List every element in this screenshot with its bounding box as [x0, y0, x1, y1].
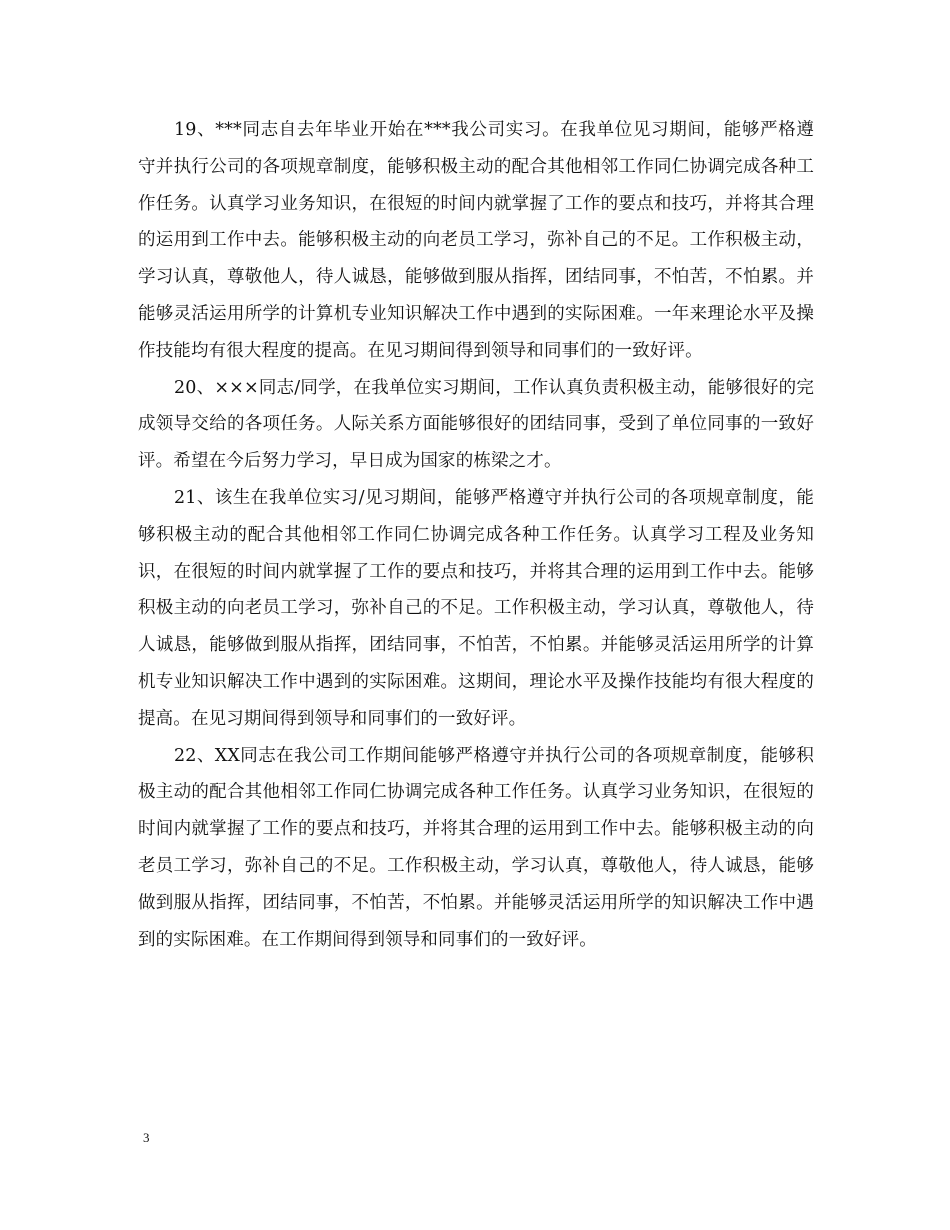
- paragraph-22: 22、XX同志在我公司工作期间能够严格遵守并执行公司的各项规章制度，能够积极主动的配合其他相邻工作同仁协调完成各种工作任务。认真学习业务知识，在很短的时间内就掌握了工作的要点和技巧，并将其合理的运用到工作中去。能够积极主动的向老员工学习，弥补自己的不足。工作积极主动，学习认真，尊敬他人，待人诚恳，能够做到服从指挥，团结同事，不怕苦，不怕累。并能够灵活运用所学的知识解决工作中遇到的实际困难。在工作期间得到领导和同事们的一致好评。: [138, 745, 814, 950]
- document-body: [138, 112, 814, 958]
- paragraph-20: 20、×××同志/同学，在我单位实习期间，工作认真负责积极主动，能够很好的完成领导交给的各项任务。人际关系方面能够很好的团结同事，受到了单位同事的一致好评。希望在今后努力学习，早日成为国家的栋梁之才。: [138, 377, 814, 472]
- paragraph-19: 19、***同志自去年毕业开始在***我公司实习。在我单位见习期间，能够严格遵守并执行公司的各项规章制度，能够积极主动的配合其他相邻工作同仁协调完成各种工作任务。认真学习业务知识，在很短的时间内就掌握了工作的要点和技巧，并将其合理的运用到工作中去。能够积极主动的向老员工学习，弥补自己的不足。工作积极主动，学习认真，尊敬他人，待人诚恳，能够做到服从指挥，团结同事，不怕苦，不怕累。并能够灵活运用所学的计算机专业知识解决工作中遇到的实际困难。一年来理论水平及操作技能均有很大程度的提高。在见习期间得到领导和同事们的一致好评。: [138, 120, 814, 361]
- paragraph-21: 21、该生在我单位实习/见习期间，能够严格遵守并执行公司的各项规章制度，能够积极主动的配合其他相邻工作同仁协调完成各种工作任务。认真学习工程及业务知识，在很短的时间内就掌握了工作的要点和技巧，并将其合理的运用到工作中去。能够积极主动的向老员工学习，弥补自己的不足。工作积极主动，学习认真，尊敬他人，待人诚恳，能够做到服从指挥，团结同事，不怕苦，不怕累。并能够灵活运用所学的计算机专业知识解决工作中遇到的实际困难。这期间，理论水平及操作技能均有很大程度的提高。在见习期间得到领导和同事们的一致好评。: [138, 487, 814, 729]
- page-number: 3: [143, 1130, 150, 1145]
